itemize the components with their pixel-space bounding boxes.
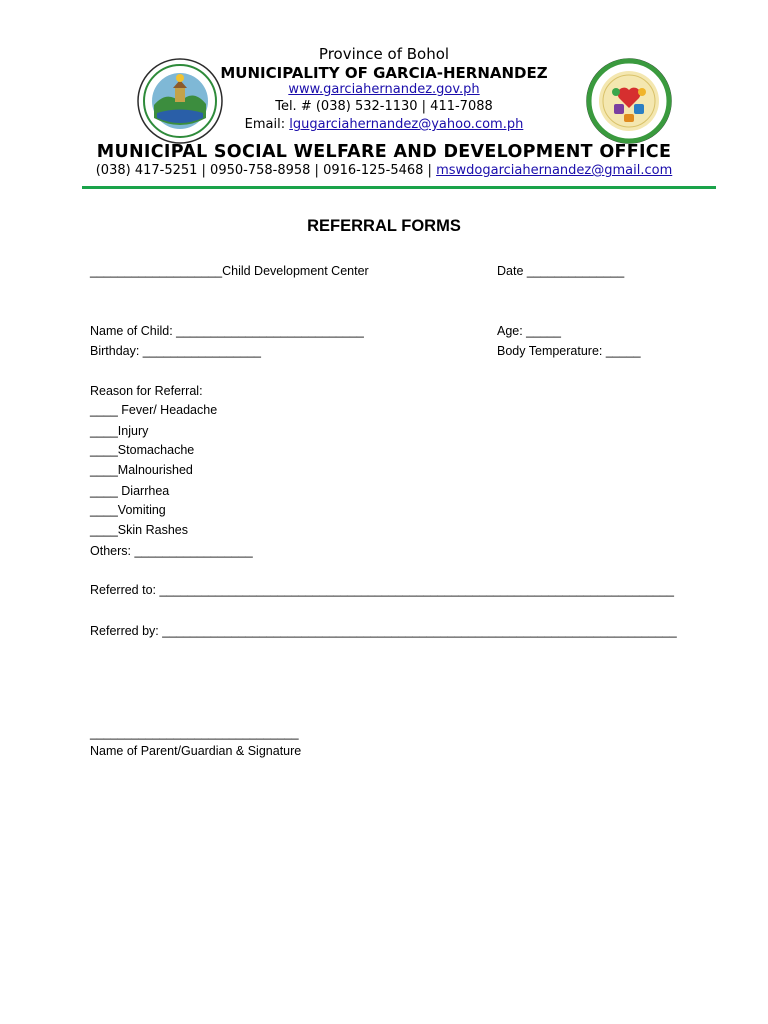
website-link[interactable]: www.garciahernandez.gov.ph [288,82,480,97]
header-divider [82,186,716,189]
form-title: REFERRAL FORMS [307,217,461,235]
office-email-link[interactable]: mswdogarciahernandez@gmail.com [436,163,673,178]
reason-skin-rashes[interactable]: ____Skin Rashes [90,523,188,537]
office-name: MUNICIPAL SOCIAL WELFARE AND DEVELOPMENT OFFICE [96,142,672,162]
child-development-center-field[interactable]: ___________________Child Development Center [90,264,369,278]
others-field[interactable]: Others: _________________ [90,544,253,558]
email-link[interactable]: lgugarciahernandez@yahoo.com.ph [289,117,524,132]
child-name-field[interactable]: Name of Child: ___________________________ [90,324,364,338]
reason-fever[interactable]: ____ Fever/ Headache [90,403,218,417]
signature-label: Name of Parent/Guardian & Signature [90,744,302,758]
signature-line[interactable]: ______________________________ [90,726,299,740]
email-row [0,117,768,132]
body-temperature-field[interactable]: Body Temperature: _____ [497,344,641,358]
municipality-name: MUNICIPALITY OF GARCIA-HERNANDEZ [220,64,548,82]
reason-label: Reason for Referral: [90,384,203,398]
reason-injury[interactable]: ____Injury [90,424,149,438]
office-contact-row [0,163,768,178]
province-name: Province of Bohol [318,45,450,63]
office-phones: (038) 417-5251 | 0950-758-8958 | 0916-125-5468 | [95,163,432,178]
reason-vomiting[interactable]: ____Vomiting [90,503,166,517]
reason-stomachache[interactable]: ____Stomachache [90,443,195,457]
referred-to-field[interactable]: Referred to: __________________________________________________________________________ [90,583,674,597]
date-field[interactable]: Date ______________ [497,264,625,278]
telephone-numbers: Tel. # (038) 532-1130 | 411-7088 [275,99,493,114]
email-label: Email: [244,117,286,132]
reason-malnourished[interactable]: ____Malnourished [90,463,193,477]
reason-diarrhea[interactable]: ____ Diarrhea [90,484,170,498]
age-field[interactable]: Age: _____ [497,324,561,338]
referred-by-field[interactable]: Referred by: __________________________________________________________________________ [90,624,677,638]
birthday-field[interactable]: Birthday: _________________ [90,344,261,358]
